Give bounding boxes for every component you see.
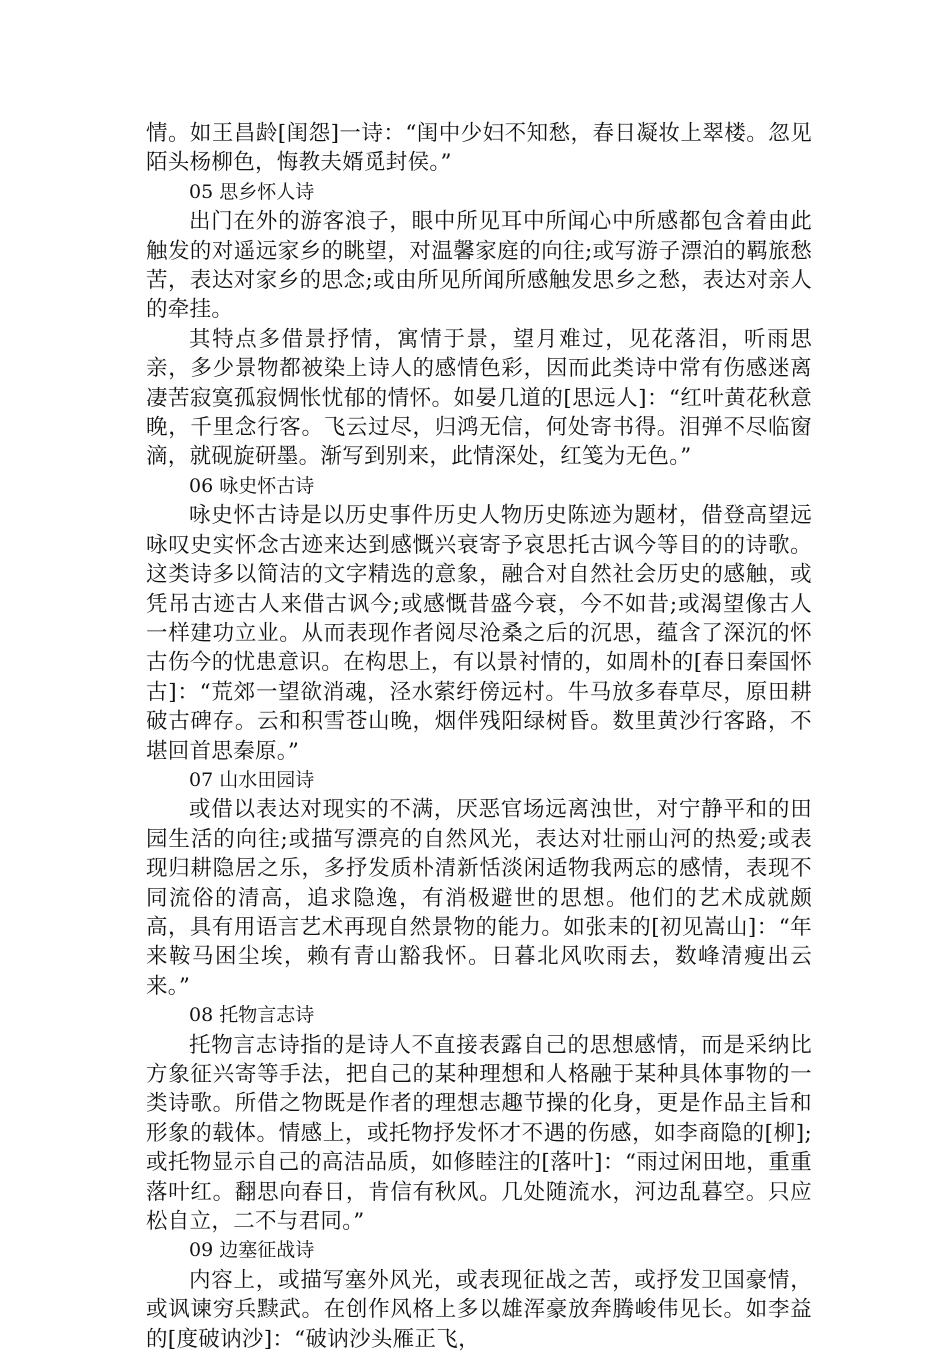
section-heading-06: 06 咏史怀古诗 [189, 474, 315, 497]
paragraph-intro: 情。如王昌龄[闺怨]一诗：“闺中少妇不知愁，春日凝妆上翠楼。忽见陌头杨柳色，悔教夫婿觅封侯。” [146, 121, 812, 176]
paragraph-homesick-1: 出门在外的游客浪子，眼中所见耳中所闻心中所感都包含着由此触发的对遥远家乡的眺望，对温馨家庭的向往;或写游子漂泊的羁旅愁苦，表达对家乡的思念;或由所见所闻所感触发思乡之愁，表达对亲人的牵挂。 [146, 209, 812, 323]
paragraph-frontier: 内容上，或描写塞外风光，或表现征战之苦，或抒发卫国豪情，或讽谏穷兵黩武。在创作风格上多以雄浑豪放奔腾峻伟见长。如李益的[度破讷沙]：“破讷沙头雁正飞， [146, 1267, 812, 1352]
section-heading-05: 05 思乡怀人诗 [189, 180, 315, 203]
paragraph-object: 托物言志诗指的是诗人不直接表露自己的思想感情，而是采纳比方象征兴寄等手法，把自己的某种理想和人格融于某种具体事物的一类诗歌。所借之物既是作者的理想志趣节操的化身，更是作品主旨和形象的载体。情感上，或托物抒发怀才不遇的伤感，如李商隐的[柳];或托物显示自己的高洁品质，如修睦注的[落叶]：“雨过闲田地，重重落叶红。翻思向春日，肯信有秋风。几处随流水，河边乱暮空。只应松自立，二不与君同。” [146, 1032, 812, 1235]
paragraph-history: 咏史怀古诗是以历史事件历史人物历史陈迹为题材，借登高望远咏叹史实怀念古迹来达到感慨兴衰寄予哀思托古讽今等目的的诗歌。这类诗多以简洁的文字精选的意象，融合对自然社会历史的感触，或凭吊古迹古人来借古讽今;或感慨昔盛今衰，今不如昔;或渴望像古人一样建功立业。从而表现作者阅尽沧桑之后的沉思，蕴含了深沉的怀古伤今的忧患意识。在构思上，有以景衬情的，如周朴的[春日秦国怀古]：“荒郊一望欲消魂，泾水萦纡傍远村。牛马放多春草尽，原田耕破古碑存。云和积雪苍山晚，烟伴残阳绿树昏。数里黄沙行客路，不堪回首思秦原。” [146, 503, 812, 764]
document-body [146, 119, 812, 1354]
section-heading-09: 09 边塞征战诗 [189, 1239, 315, 1262]
paragraph-landscape: 或借以表达对现实的不满，厌恶官场远离浊世，对宁静平和的田园生活的向往;或描写漂亮的自然风光，表达对壮丽山河的热爱;或表现归耕隐居之乐，多抒发质朴清新恬淡闲适物我两忘的感情，表现不同流俗的清高，追求隐逸，有消极避世的思想。他们的艺术成就颇高，具有用语言艺术再现自然景物的能力。如张耒的[初见嵩山]：“年来鞍马困尘埃，赖有青山豁我怀。日暮北风吹雨去，数峰清瘦出云来。” [146, 797, 812, 999]
section-heading-08: 08 托物言志诗 [189, 1004, 315, 1027]
section-heading-07: 07 山水田园诗 [189, 768, 315, 791]
paragraph-homesick-2: 其特点多借景抒情，寓情于景，望月难过，见花落泪，听雨思亲，多少景物都被染上诗人的感情色彩，因而此类诗中常有伤感迷离凄苦寂寞孤寂惆怅忧郁的情怀。如晏几道的[思远人]：“红叶黄花秋意晚，千里念行客。飞云过尽，归鸿无信，何处寄书得。泪弹不尽临窗滴，就砚旋研墨。渐写到别来，此情深处，红笺为无色。” [146, 326, 812, 470]
